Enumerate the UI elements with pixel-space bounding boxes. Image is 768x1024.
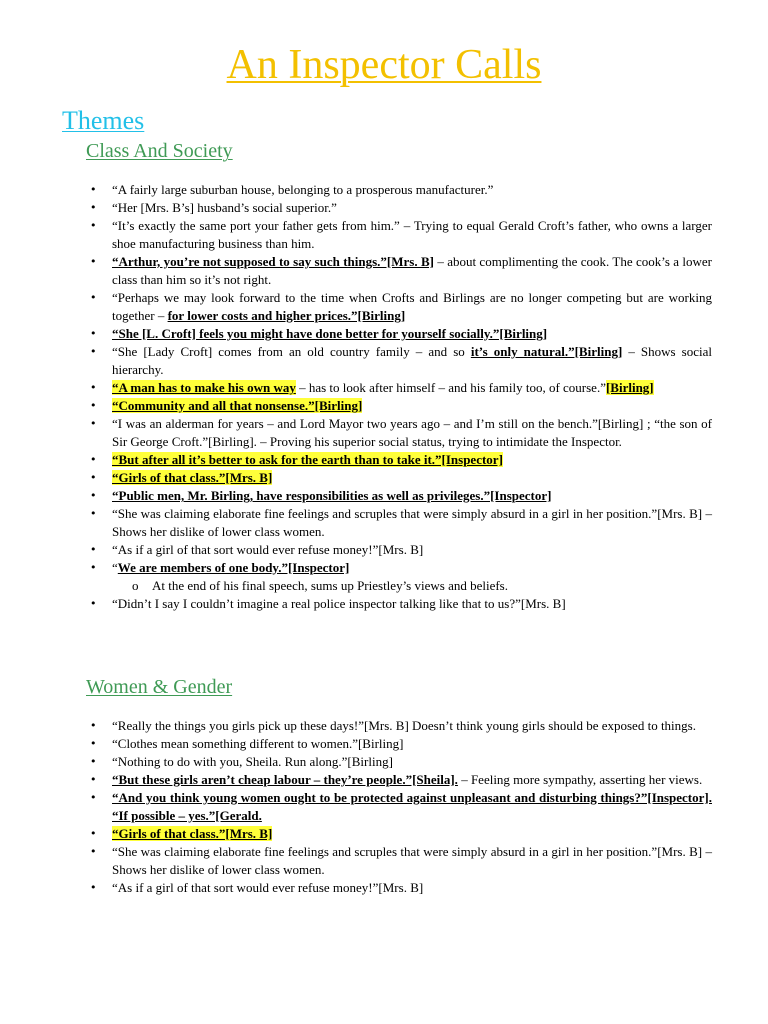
class-and-society-heading: Class And Society [86, 140, 233, 162]
list-item: • “Girls of that class.”[Mrs. B] [112, 469, 712, 487]
class-and-society-list [112, 181, 712, 613]
list-item: • “I was an alderman for years – and Lord Mayor two years ago – and I’m still on the bench.”[Birling] ; “the son of Sir George Croft.”[Birling]. – Proving his superior social status, trying to intimidate the Inspector. [112, 415, 712, 451]
list-item: • “Her [Mrs. B’s] husband’s social superior.” [112, 199, 712, 217]
list-item: • “Community and all that nonsense.”[Birling] [112, 397, 712, 415]
list-item: • “It’s exactly the same port your father gets from him.” – Trying to equal Gerald Croft’s father, who owns a larger shoe manufacturing business than him. [112, 217, 712, 253]
list-item: • “Clothes mean something different to women.”[Birling] [112, 735, 712, 753]
list-item: • “Girls of that class.”[Mrs. B] [112, 825, 712, 843]
list-item: • “But these girls aren’t cheap labour – they’re people.”[Sheila]. – Feeling more sympathy, asserting her views. [112, 771, 712, 789]
document-title: An Inspector Calls [226, 42, 542, 88]
list-item: • “Perhaps we may look forward to the time when Crofts and Birlings are no longer competing but are working together – for lower costs and higher prices.”[Birling] [112, 289, 712, 325]
list-item: • “Public men, Mr. Birling, have responsibilities as well as privileges.”[Inspector] [112, 487, 712, 505]
list-item: • “As if a girl of that sort would ever refuse money!”[Mrs. B] [112, 879, 712, 897]
list-item: • “A fairly large suburban house, belonging to a prosperous manufacturer.” [112, 181, 712, 199]
list-item: • “She [Lady Croft] comes from an old country family – and so it’s only natural.”[Birling] – Shows social hierarchy. [112, 343, 712, 379]
list-item: • “Arthur, you’re not supposed to say such things.”[Mrs. B] – about complimenting the cook. The cook’s a lower class than him so it’s not right. [112, 253, 712, 289]
women-and-gender-heading: Women & Gender [86, 676, 233, 698]
list-item: • “We are members of one body.”[Inspector] o At the end of his final speech, sums up Priestley’s views and beliefs. [112, 559, 712, 595]
list-item: • “As if a girl of that sort would ever refuse money!”[Mrs. B] [112, 541, 712, 559]
sub-list-item: o At the end of his final speech, sums up Priestley’s views and beliefs. [132, 578, 508, 593]
women-and-gender-list [112, 717, 712, 897]
list-item: • “Didn’t I say I couldn’t imagine a real police inspector talking like that to us?”[Mrs. B] [112, 595, 712, 613]
list-item: • “Nothing to do with you, Sheila. Run along.”[Birling] [112, 753, 712, 771]
list-item: • “She was claiming elaborate fine feelings and scruples that were simply absurd in a girl in her position.”[Mrs. B] – Shows her dislike of lower class women. [112, 505, 712, 541]
list-item: • “And you think young women ought to be protected against unpleasant and disturbing things?”[Inspector]. “If possible – yes.”[Gerald. [112, 789, 712, 825]
list-item: • “She [L. Croft] feels you might have done better for yourself socially.”[Birling] [112, 325, 712, 343]
list-item: • “A man has to make his own way – has to look after himself – and his family too, of course.”[Birling] [112, 379, 712, 397]
list-item: • “Really the things you girls pick up these days!”[Mrs. B] Doesn’t think young girls should be exposed to things. [112, 717, 712, 735]
list-item: • “She was claiming elaborate fine feelings and scruples that were simply absurd in a girl in her position.”[Mrs. B] – Shows her dislike of lower class women. [112, 843, 712, 879]
sub-bullet-marker: o [132, 578, 139, 593]
themes-heading: Themes [62, 106, 145, 135]
list-item: • “But after all it’s better to ask for the earth than to take it.”[Inspector] [112, 451, 712, 469]
